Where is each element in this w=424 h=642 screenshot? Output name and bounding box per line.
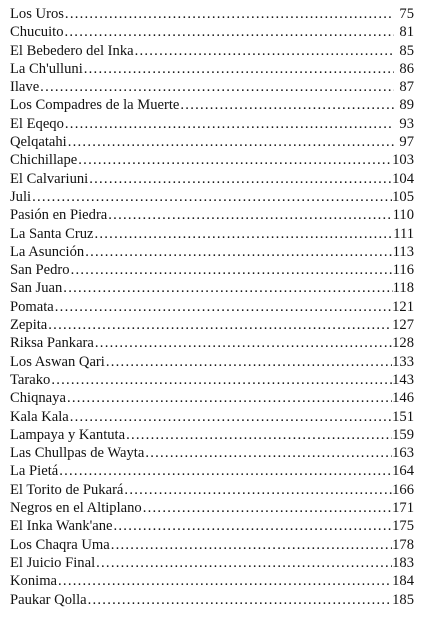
dot-leader: [110, 537, 392, 554]
toc-entry-title: Konima: [10, 573, 58, 590]
dot-leader: [64, 116, 394, 133]
toc-entry: [10, 226, 414, 244]
toc-entry: [10, 390, 414, 408]
toc-entry-title: San Juan: [10, 280, 63, 297]
toc-entry: [10, 24, 414, 42]
toc-entry: [10, 61, 414, 79]
dot-leader: [69, 409, 392, 426]
dot-leader: [31, 189, 392, 206]
toc-entry: [10, 262, 414, 280]
dot-leader: [64, 24, 394, 41]
toc-entry-page: 110: [392, 207, 414, 224]
toc-entry-page: 185: [392, 591, 414, 608]
toc-entry-title: Ilave: [10, 79, 40, 96]
toc-entry-page: 103: [392, 152, 414, 169]
toc-entry-page: 118: [392, 280, 414, 297]
toc-entry-title: Los Compadres de la Muerte: [10, 97, 180, 114]
toc-entry-title: Chiqnaya: [10, 390, 66, 407]
toc-entry-page: 93: [399, 115, 414, 132]
toc-entry: [10, 555, 414, 573]
toc-entry-title: Kala Kala: [10, 408, 69, 425]
toc-entry-page: 171: [392, 500, 414, 517]
dot-leader: [95, 555, 392, 572]
dot-leader: [66, 390, 392, 407]
dot-leader: [67, 134, 394, 151]
dot-leader: [54, 299, 392, 316]
toc-entry-title: El Bebedero del Inka: [10, 42, 134, 59]
dot-leader: [58, 463, 392, 480]
toc-entry: [10, 573, 414, 591]
toc-entry-page: 166: [392, 481, 414, 498]
dot-leader: [87, 592, 393, 609]
toc-entry-title: Los Aswan Qari: [10, 353, 105, 370]
toc-entry-page: 86: [399, 60, 414, 77]
toc-entry-title: El Juicio Final: [10, 554, 96, 571]
toc-entry-page: 146: [392, 390, 414, 407]
toc-entry: [10, 116, 414, 134]
toc-entry: [10, 134, 414, 152]
dot-leader: [144, 445, 392, 462]
toc-entry-title: Qelqatahi: [10, 134, 67, 151]
dot-leader: [83, 61, 394, 78]
toc-entry-title: Pomata: [10, 298, 54, 315]
toc-entry-title: Los Uros: [10, 6, 64, 22]
dot-leader: [105, 354, 392, 371]
dot-leader: [88, 171, 392, 188]
toc-entry-page: 127: [392, 317, 414, 334]
dot-leader: [50, 372, 392, 389]
dot-leader: [125, 427, 392, 444]
table-of-contents: [10, 6, 414, 610]
toc-entry-title: Riksa Pankara: [10, 335, 94, 352]
toc-entry: [10, 518, 414, 536]
toc-entry-page: 128: [392, 335, 414, 352]
toc-entry-page: 163: [392, 445, 414, 462]
toc-entry: [10, 427, 414, 445]
toc-entry: [10, 152, 414, 170]
toc-entry: [10, 335, 414, 353]
dot-leader: [94, 335, 392, 352]
toc-entry: [10, 6, 414, 24]
toc-entry: [10, 79, 414, 97]
toc-entry-title: Las Chullpas de Wayta: [10, 445, 145, 462]
toc-entry: [10, 97, 414, 115]
toc-entry: [10, 482, 414, 500]
toc-entry-page: 97: [399, 134, 414, 151]
dot-leader: [47, 317, 392, 334]
toc-entry: [10, 372, 414, 390]
toc-entry: [10, 171, 414, 189]
toc-entry-page: 116: [392, 262, 414, 279]
toc-entry-title: La Asunción: [10, 243, 85, 260]
toc-entry: [10, 280, 414, 298]
toc-entry-title: Pasión en Piedra: [10, 207, 108, 224]
toc-entry-title: El Eqeqo: [10, 115, 64, 132]
toc-entry-title: Los Chaqra Uma: [10, 536, 110, 553]
dot-leader: [134, 43, 394, 60]
dot-leader: [84, 244, 392, 261]
toc-entry-page: 104: [392, 170, 414, 187]
toc-entry: [10, 299, 414, 317]
toc-entry-page: 183: [392, 554, 414, 571]
toc-entry-page: 151: [392, 408, 414, 425]
toc-entry-page: 175: [392, 518, 414, 535]
toc-entry-page: 75: [399, 6, 414, 22]
toc-entry: [10, 317, 414, 335]
toc-entry-page: 121: [392, 298, 414, 315]
toc-entry-title: Lampaya y Kantuta: [10, 426, 126, 443]
dot-leader: [93, 226, 393, 243]
toc-entry: [10, 537, 414, 555]
toc-entry-page: 89: [399, 97, 414, 114]
toc-entry-title: La Santa Cruz: [10, 225, 94, 242]
toc-entry-title: Paukar Qolla: [10, 591, 87, 608]
dot-leader: [113, 518, 393, 535]
toc-entry: [10, 500, 414, 518]
toc-entry-title: El Torito de Pukará: [10, 481, 124, 498]
toc-entry-page: 184: [392, 573, 414, 590]
toc-entry-page: 81: [399, 24, 414, 41]
toc-entry-page: 85: [399, 42, 414, 59]
dot-leader: [123, 482, 392, 499]
toc-entry-page: 143: [392, 371, 414, 388]
toc-entry-page: 159: [392, 426, 414, 443]
toc-entry: [10, 409, 414, 427]
toc-entry: [10, 43, 414, 61]
toc-entry-title: La Pietá: [10, 463, 59, 480]
toc-entry: [10, 244, 414, 262]
toc-entry-page: 105: [392, 188, 414, 205]
toc-entry: [10, 189, 414, 207]
dot-leader: [142, 500, 392, 517]
toc-entry-title: San Pedro: [10, 262, 70, 279]
dot-leader: [62, 280, 392, 297]
toc-entry-title: Tarako: [10, 371, 51, 388]
dot-leader: [57, 573, 392, 590]
dot-leader: [107, 207, 392, 224]
toc-entry-page: 178: [392, 536, 414, 553]
toc-entry: [10, 207, 414, 225]
toc-entry-title: Zepita: [10, 317, 48, 334]
dot-leader: [64, 6, 394, 23]
toc-entry: [10, 463, 414, 481]
toc-entry: [10, 592, 414, 610]
dot-leader: [179, 97, 394, 114]
toc-entry-title: El Inka Wank'ane: [10, 518, 113, 535]
toc-entry-page: 87: [399, 79, 414, 96]
toc-entry-page: 111: [393, 225, 414, 242]
toc-entry: [10, 354, 414, 372]
dot-leader: [39, 79, 394, 96]
toc-entry-title: Chucuito: [10, 24, 64, 41]
toc-entry-page: 133: [392, 353, 414, 370]
toc-entry-title: El Calvariuni: [10, 170, 89, 187]
toc-entry-title: Chichillape: [10, 152, 78, 169]
dot-leader: [77, 152, 392, 169]
toc-entry: [10, 445, 414, 463]
toc-entry-title: Negros en el Altiplano: [10, 500, 142, 517]
toc-entry-title: Juli: [10, 188, 32, 205]
toc-entry-page: 113: [392, 243, 414, 260]
toc-entry-title: La Ch'ulluni: [10, 60, 83, 77]
toc-entry-page: 164: [392, 463, 414, 480]
dot-leader: [70, 262, 393, 279]
